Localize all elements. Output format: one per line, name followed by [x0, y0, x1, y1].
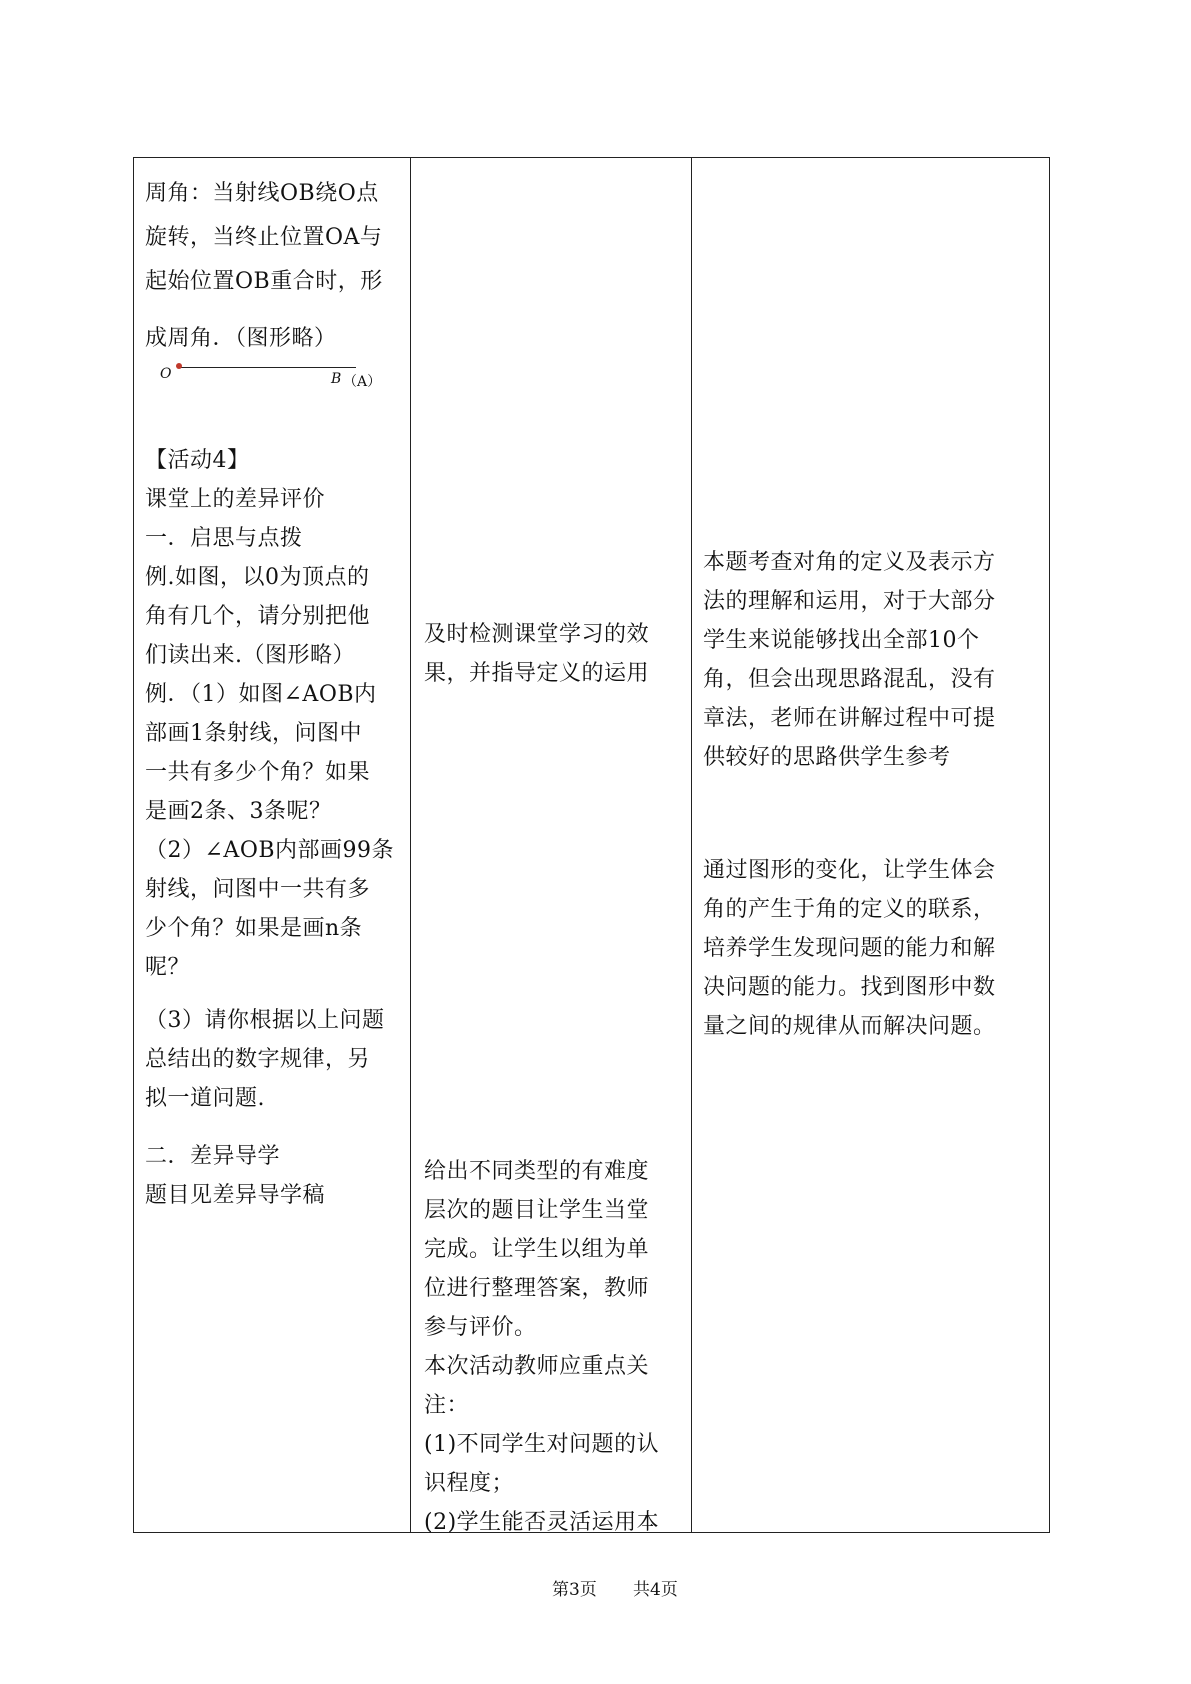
question-3-block [145, 1001, 385, 1118]
text-line: 一．启思与点拨 [145, 526, 303, 551]
column-divider-2 [691, 158, 692, 1532]
text-line: 成周角．（图形略） [145, 326, 337, 351]
text-line: 周角：当射线OB绕O点 [145, 181, 379, 206]
text-line: 角，但会出现思路混乱，没有 [703, 667, 996, 692]
text-line: 部画1条射线，问图中 [145, 721, 362, 746]
text-line: （2）∠AOB内部画99条 [145, 838, 395, 863]
ray-ob-figure [180, 367, 356, 368]
text-line: 课堂上的差异评价 [145, 487, 326, 512]
text-line: 旋转，当终止位置OA与 [145, 225, 383, 250]
text-line: 学生来说能够找出全部10个 [703, 628, 980, 653]
page-total: 共4页 [633, 1580, 678, 1600]
ray-endpoint-o [176, 363, 182, 369]
text-line: 一共有多少个角？如果 [145, 760, 371, 785]
text-line: 拟一道问题. [145, 1086, 265, 1111]
point-label-o: O [160, 366, 172, 382]
full-angle-definition [145, 174, 383, 358]
point-label-a: （A） [343, 374, 382, 390]
text-line: 及时检测课堂学习的效 [424, 622, 650, 647]
text-line: 本次活动教师应重点关 [424, 1354, 650, 1379]
text-line: 例.如图，以0为顶点的 [145, 565, 370, 590]
text-line: (1)不同学生对问题的认 [424, 1432, 660, 1457]
text-line: （3）请你根据以上问题 [145, 1008, 385, 1033]
activity-4-block [145, 441, 394, 987]
text-line: 层次的题目让学生当堂 [424, 1198, 650, 1223]
text-line: 射线，问图中一共有多 [145, 877, 371, 902]
text-line: 少个角？如果是画n条 [145, 916, 363, 941]
point-label-b: B [331, 371, 342, 387]
column-divider-1 [410, 158, 411, 1532]
text-line: 起始位置OB重合时，形 [145, 269, 383, 294]
teaching-note-1 [424, 615, 649, 693]
differentiated-learning-block [145, 1137, 325, 1215]
text-line: 注： [424, 1393, 470, 1418]
text-line: 决问题的能力。找到图形中数 [703, 975, 996, 1000]
text-line: 量之间的规律从而解决问题。 [703, 1014, 996, 1039]
text-line: 果，并指导定义的运用 [424, 661, 650, 686]
text-line: 本题考查对角的定义及表示方 [703, 550, 996, 575]
teaching-note-2 [424, 1152, 659, 1542]
design-intent-1 [703, 543, 996, 777]
text-line: 供较好的思路供学生参考 [703, 745, 951, 770]
text-line: 培养学生发现问题的能力和解 [703, 936, 996, 961]
text-line: 完成。让学生以组为单 [424, 1237, 650, 1262]
text-line: 给出不同类型的有难度 [424, 1159, 650, 1184]
design-intent-2 [703, 851, 996, 1046]
text-line: 例．（1）如图∠AOB内 [145, 682, 377, 707]
text-line: 二．差异导学 [145, 1144, 281, 1169]
text-line: 们读出来.（图形略） [145, 643, 355, 668]
text-line: (2)学生能否灵活运用本 [424, 1510, 660, 1535]
text-line: 题目见差异导学稿 [145, 1183, 326, 1208]
text-line: 位进行整理答案，教师 [424, 1276, 650, 1301]
text-line: 角有几个，请分别把他 [145, 604, 371, 629]
text-line: 识程度； [424, 1471, 515, 1496]
text-line: 角的产生于角的定义的联系， [703, 897, 996, 922]
text-line: 呢？ [145, 955, 191, 980]
text-line: 总结出的数字规律，另 [145, 1047, 371, 1072]
text-line: 章法，老师在讲解过程中可提 [703, 706, 996, 731]
text-line: 【活动4】 [145, 448, 250, 473]
text-line: 参与评价。 [424, 1315, 537, 1340]
text-line: 法的理解和运用，对于大部分 [703, 589, 996, 614]
text-line: 通过图形的变化，让学生体会 [703, 858, 996, 883]
page-number: 第3页 [552, 1580, 597, 1600]
text-line: 是画2条、3条呢？ [145, 799, 332, 824]
